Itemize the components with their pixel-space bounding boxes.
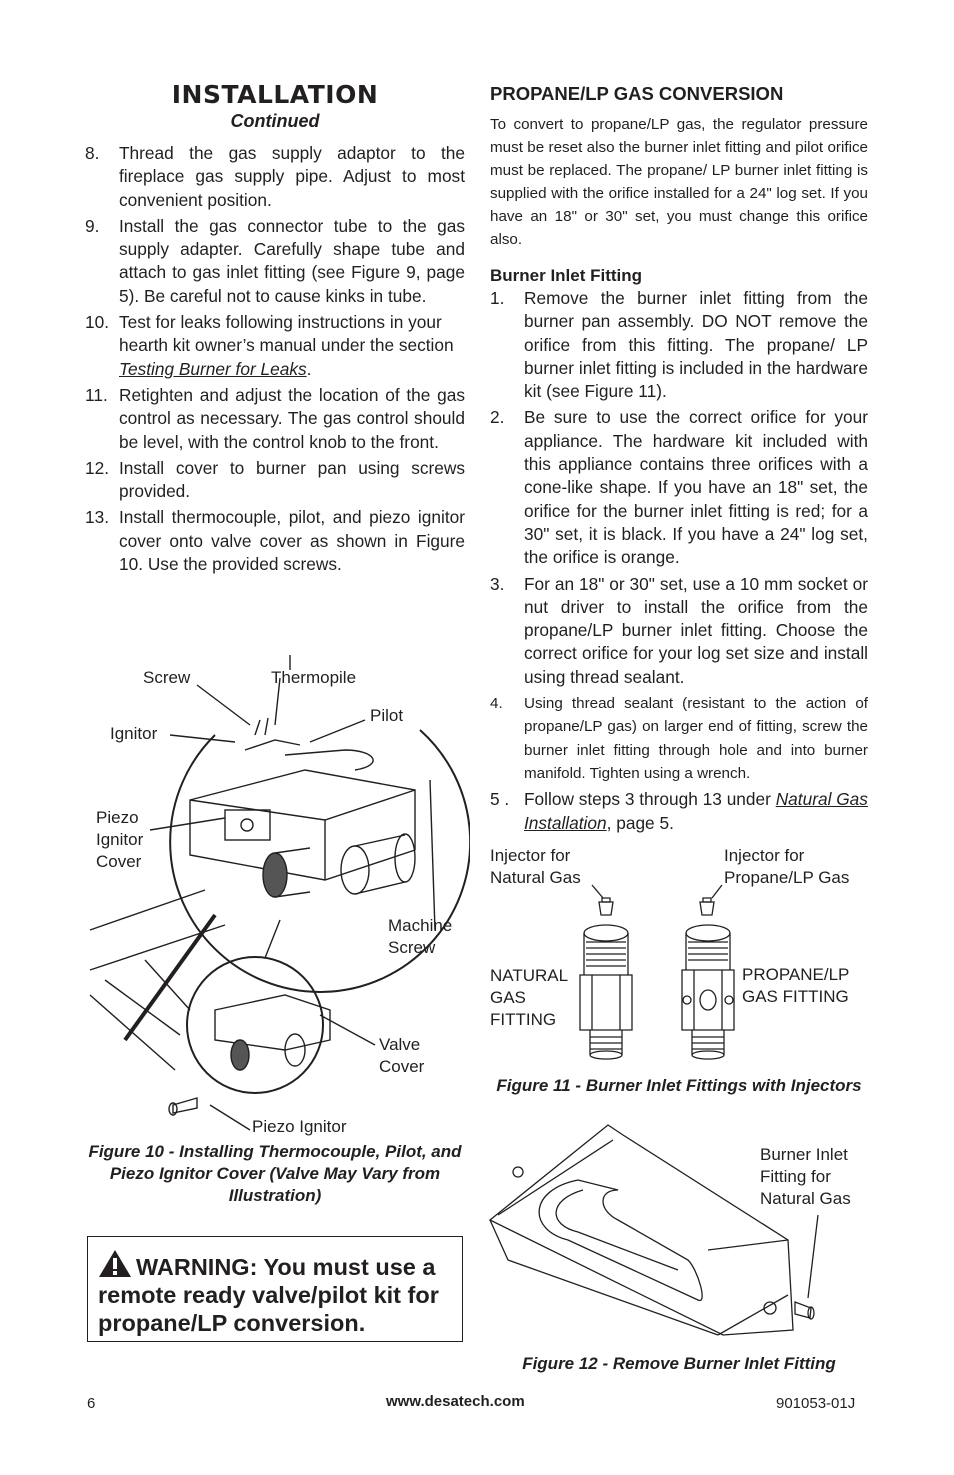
conv-step-3: 3. For an 18" or 30" set, use a 10 mm socket or nut driver to install the orifice from the propane/LP burner inlet fitting. Choose the correct orifice for your log set size and install using thread sealant.: [490, 573, 868, 687]
figure-11-caption: Figure 11 - Burner Inlet Fittings with Injectors: [496, 1076, 862, 1095]
conversion-title: PROPANE/LP GAS CONVERSION: [490, 83, 784, 104]
fig11-label-injector-lp: Injector for Propane/LP Gas: [724, 846, 850, 887]
fig10-label-piezo-cover: Piezo Ignitor Cover: [96, 808, 144, 871]
burner-inlet-heading: Burner Inlet Fitting: [490, 266, 643, 285]
step-8: 8. Thread the gas supply adaptor to the fireplace gas supply pipe. Adjust to most convenient position.: [85, 143, 465, 210]
step-12: 12. Install cover to burner pan using screws provided.: [85, 457, 465, 502]
step-13: 13. Install thermocouple, pilot, and piezo ignitor cover onto valve cover as shown in Figure 10. Use the provided screws.: [85, 507, 465, 575]
fig12-label-burner-inlet: Burner Inlet Fitting for Natural Gas: [760, 1145, 851, 1208]
website-url: www.desatech.com: [386, 1393, 525, 1410]
section-title: INSTALLATION: [171, 80, 379, 109]
warning-box: [87, 1236, 463, 1342]
fig10-label-ignitor: Ignitor: [110, 724, 158, 743]
fig10-label-machine-screw: Machine Screw: [388, 916, 453, 957]
fig11-label-ng-fitting: NATURAL GAS FITTING: [490, 966, 569, 1029]
conversion-steps: [490, 287, 868, 835]
figure-11-illustration: [570, 880, 750, 1065]
fig10-label-valve-cover: Valve Cover: [379, 1035, 425, 1076]
step-9: 9. Install the gas connector tube to the gas supply adapter. Carefully shape tube and attach to gas inlet fitting (see Figure 9, page 5). Be careful not to cause kinks in tube.: [85, 215, 465, 306]
figure-10-caption: Figure 10 - Installing Thermocouple, Pilot, and Piezo Ignitor Cover (Valve May Vary from Illustration): [88, 1142, 462, 1205]
warning-text: WARNING: You must use a remote ready valve/pilot kit for propane/LP conversion.: [98, 1254, 439, 1336]
figure-12-caption: Figure 12 - Remove Burner Inlet Fitting: [522, 1354, 836, 1373]
document-code: 901053-01J: [776, 1395, 856, 1412]
step-11: 11. Retighten and adjust the location of the gas control as necessary. The gas control should be level, with the control knob to the front.: [85, 384, 465, 452]
conv-step-2: 2. Be sure to use the correct orifice for your appliance. The hardware kit included with this appliance contains three orifices with a cone-like shape. If you have an 18" set, the orifice for the burner inlet fitting is red; for a 30" set, it is black. If you have a 24" log set, the orifice is orange.: [490, 407, 868, 568]
right-column: [490, 82, 868, 838]
fig10-label-thermopile: Thermopile: [271, 668, 357, 687]
installation-steps: [85, 142, 465, 576]
warning-triangle-icon: [98, 1249, 132, 1278]
fig10-label-screw: Screw: [143, 668, 191, 687]
testing-burner-link: Testing Burner for Leaks: [119, 358, 307, 379]
fig11-label-injector-ng: Injector for Natural Gas: [490, 846, 581, 887]
page-number: 6: [87, 1395, 96, 1412]
conv-step-4: 4. Using thread sealant (resistant to the action of propane/LP gas) on larger end of fitting, screw the burner inlet fitting through hole and into burner manifold. Tighten using a wrench.: [490, 695, 868, 782]
left-column: [85, 80, 465, 579]
fig10-label-pilot: Pilot: [370, 706, 404, 725]
fig11-label-lp-fitting: PROPANE/LP GAS FITTING: [742, 965, 850, 1006]
section-subtitle: Continued: [230, 111, 320, 131]
natural-gas-installation-link: Natural Gas Installation: [524, 789, 868, 833]
fig10-label-piezo-ignitor: Piezo Ignitor: [252, 1117, 347, 1136]
step-10: 10. Test for leaks following instructions in your hearth kit owner’s manual under the section Testing Burner for Leaks.: [85, 312, 454, 379]
conversion-intro: To convert to propane/LP gas, the regulator pressure must be reset also the burner inlet fitting and pilot orifice must be replaced. The propane/ LP burner inlet fitting is supplied with the orifice installed for a 24" log set. If you have an 18" or 30" set, you must change this orifice also.: [490, 116, 868, 248]
conv-step-5: 5 . Follow steps 3 through 13 under Natural Gas Installation, page 5.: [490, 789, 868, 833]
conv-step-1: 1. Remove the burner inlet fitting from the burner pan assembly. DO NOT remove the orifice from this fitting. The propane/ LP burner inlet fitting is included in the hardware kit (see Figure 11).: [490, 288, 868, 402]
